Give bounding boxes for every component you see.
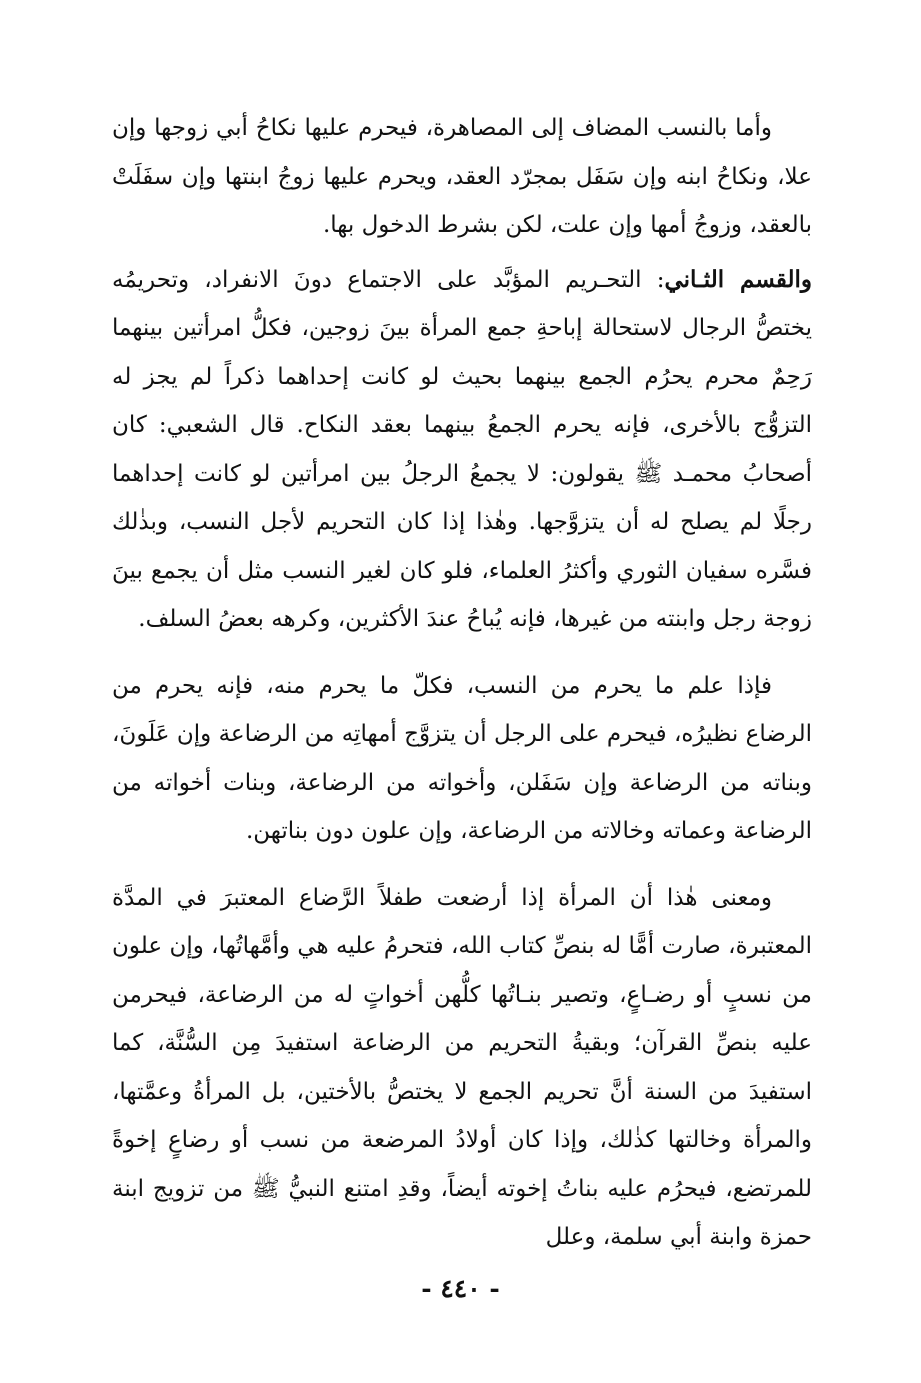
paragraph-spacer [112,644,812,662]
paragraph-4: ومعنى هٰذا أن المرأة إذا أرضعت طفلاً الرَّضاع المعتبرَ في المدَّة المعتبرة، صارت أمًّا له بنصِّ كتاب الله، فتحرمُ عليه هي وأمَّهاتُها، وإن علون من نسبٍ أو رضـاعٍ، وتصير بنـاتُها كلُّهن أخواتٍ له من الرضاعة، فيحرمن عليه بنصِّ القرآن؛ وبقيةُ التحريم من الرضاعة استفيدَ مِن السُّنَّة، كما استفيدَ من السنة أنَّ تحريم الجمع لا يختصُّ بالأختين، بل المرأةُ وعمَّتها، والمرأة وخالتها كذٰلك، وإذا كان أولادُ المرضعة من نسب أو رضاعٍ إخوةً للمرتضع، فيحرُم عليه بناتُ إخوته أيضاً، وقدِ امتنع النبيُّ ﷺ من تزويج ابنة حمزة وابنة أبي سلمة، وعلل [112,884,812,1250]
page-number: - ٤٤٠ - [421,1274,500,1303]
paragraph-1: وأما بالنسب المضاف إلى المصاهرة، فيحرم عليها نكاحُ أبي زوجها وإن علا، ونكاحُ ابنه وإن سَفَل بمجرّد العقد، ويحرم عليها زوجُ ابنتها وإن سفَلَتْ بالعقد، وزوجُ أمها وإن علت، لكن بشرط الدخول بها. [112,115,812,238]
paragraph-2 [112,256,812,644]
section-heading: والقسم الثـاني [664,265,812,293]
paragraph-3: فإذا علم ما يحرم من النسب، فكلّ ما يحرم منه، فإنه يحرم من الرضاع نظيرُه، فيحرم على الرجل أن يتزوَّج أمهاتِه من الرضاعة وإن عَلَونَ، وبناته من الرضاعة وإن سَفَلن، وأخواته من الرضاعة، وبنات أخواته من الرضاعة وعماته وخالاته من الرضاعة، وإن علون دون بناتهن. [112,672,812,844]
page-body [112,104,812,1262]
paragraph-spacer [112,856,812,874]
paragraph-2-text: : التحـريم المؤبَّد على الاجتماع دونَ الانفراد، وتحريمُه يختصُّ الرجال لاستحالة إباحةِ جمع المرأة بينَ زوجين، فكلُّ امرأتين بينهما رَحِمٌ محرم يحرُم الجمع بينهما بحيث لو كانت إحداهما ذكراً لم يجز له التزوُّج بالأخرى، فإنه يحرم الجمعُ بينهما بعقد النكاح. قال الشعبي: كان أصحابُ محمـد ﷺ يقولون: لا يجمعُ الرجلُ بين امرأتين لو كانت إحداهما رجلًا لم يصلح له أن يتزوَّجها. وهٰذا إذا كان التحريم لأجل النسب، وبذٰلك فسَّره سفيان الثوري وأكثرُ العلماء، فلو كان لغير النسب مثل أن يجمع بينَ زوجة رجل وابنته من غيرها، فإنه يُباحُ عندَ الأكثرين، وكرهه بعضُ السلف. [112,266,812,632]
